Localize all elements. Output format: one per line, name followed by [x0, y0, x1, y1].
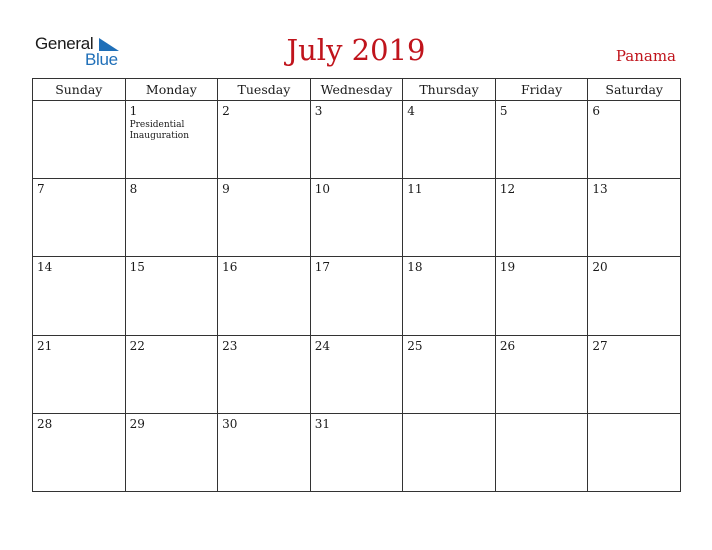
day-cell [403, 413, 496, 491]
day-number: 18 [407, 260, 423, 275]
day-cell [403, 335, 496, 413]
day-number: 22 [129, 338, 145, 353]
day-cell [218, 335, 311, 413]
day-number: 13 [592, 182, 608, 197]
day-cell [33, 101, 126, 179]
day-cell [403, 179, 496, 257]
day-number: 30 [222, 416, 238, 431]
day-number: 27 [592, 338, 608, 353]
day-cell [125, 335, 218, 413]
weekday-header: Thursday [403, 79, 496, 101]
day-cell [588, 179, 681, 257]
day-cell [125, 413, 218, 491]
day-number: 7 [37, 182, 45, 197]
day-number: 11 [407, 182, 423, 197]
day-cell [125, 257, 218, 335]
day-cell [33, 179, 126, 257]
day-cell [33, 257, 126, 335]
day-number: 4 [407, 104, 415, 118]
day-number: 1 [129, 104, 138, 118]
country-label: Panama [615, 47, 676, 65]
day-number: 10 [314, 182, 330, 197]
day-number: 19 [499, 260, 516, 275]
day-cell [33, 335, 126, 413]
day-number: 14 [37, 260, 53, 275]
day-cell [403, 257, 496, 335]
calendar-grid [32, 78, 681, 492]
day-cell [125, 101, 218, 179]
weekday-header: Sunday [33, 79, 126, 101]
day-cell [588, 257, 681, 335]
day-number: 2 [222, 104, 230, 118]
day-number: 16 [222, 260, 238, 275]
day-number: 12 [499, 182, 516, 197]
week-row [33, 413, 681, 491]
week-row [33, 101, 681, 179]
day-number: 17 [314, 260, 330, 275]
day-number: 20 [592, 260, 608, 275]
week-row [33, 257, 681, 335]
day-cell [125, 179, 218, 257]
day-cell [588, 413, 681, 491]
day-cell [310, 179, 403, 257]
day-number [33, 101, 125, 104]
day-cell [310, 413, 403, 491]
day-cell [310, 335, 403, 413]
day-number: 31 [314, 416, 330, 431]
week-row [33, 335, 681, 413]
day-number: 15 [129, 260, 145, 275]
day-cell [495, 257, 588, 335]
day-cell [218, 413, 311, 491]
day-cell [403, 101, 496, 179]
day-cell [218, 101, 311, 179]
day-number [496, 414, 588, 417]
day-number: 29 [129, 416, 145, 431]
day-number: 5 [499, 104, 508, 118]
weekday-header: Tuesday [218, 79, 311, 101]
day-number [403, 414, 495, 417]
holiday-label: Presidential Inauguration [129, 120, 190, 141]
week-row [33, 179, 681, 257]
day-cell [218, 179, 311, 257]
day-cell [310, 101, 403, 179]
calendar-title: July 2019 [286, 33, 426, 67]
logo-blue-text: Blue [85, 50, 118, 69]
logo-general-text: General [35, 34, 94, 53]
day-cell [310, 257, 403, 335]
day-cell [495, 179, 588, 257]
day-number: 8 [129, 182, 138, 197]
day-number: 26 [499, 338, 516, 353]
weekday-header: Monday [125, 79, 218, 101]
day-number: 28 [37, 416, 53, 431]
day-cell [588, 101, 681, 179]
day-number: 9 [222, 182, 230, 197]
day-cell [588, 335, 681, 413]
day-number: 24 [314, 338, 330, 353]
weekday-header: Saturday [588, 79, 681, 101]
day-cell [495, 101, 588, 179]
day-cell [33, 413, 126, 491]
day-number [588, 414, 680, 417]
day-cell [218, 257, 311, 335]
weekday-header-row [33, 79, 681, 101]
day-number: 21 [37, 338, 53, 353]
day-number: 6 [592, 104, 601, 118]
weekday-header: Wednesday [310, 79, 403, 101]
day-cell [495, 335, 588, 413]
weekday-header: Friday [495, 79, 588, 101]
day-number: 25 [407, 338, 423, 353]
day-number: 23 [222, 338, 238, 353]
day-number: 3 [314, 104, 323, 118]
day-cell [495, 413, 588, 491]
